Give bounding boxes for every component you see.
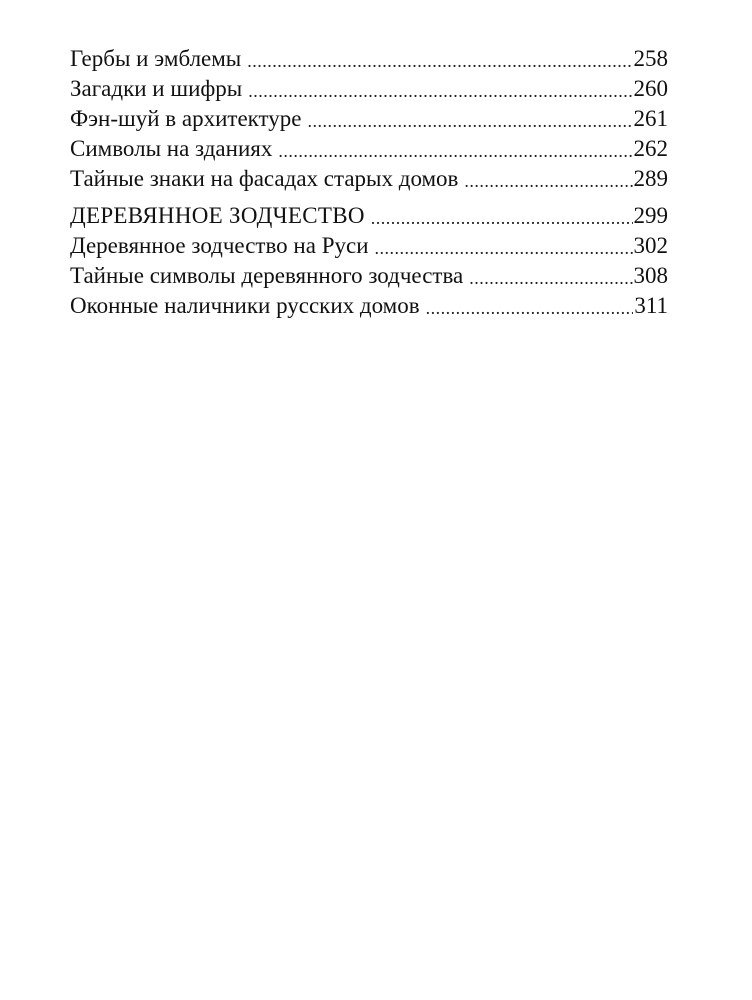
toc-leader-dots xyxy=(308,104,633,135)
toc-entry xyxy=(70,291,668,321)
toc-entry xyxy=(70,231,668,261)
table-of-contents xyxy=(70,44,668,321)
toc-entry-page: 262 xyxy=(633,136,668,161)
toc-leader-dots xyxy=(278,134,632,165)
toc-entry-title: Деревянное зодчество на Руси xyxy=(70,233,369,258)
toc-entry xyxy=(70,74,668,104)
toc-section-heading xyxy=(70,201,668,231)
toc-entry-title: Фэн-шуй в архитектуре xyxy=(70,106,302,131)
toc-leader-dots xyxy=(469,261,632,292)
toc-section-page: 299 xyxy=(633,203,668,228)
toc-leader-dots xyxy=(426,291,634,322)
toc-entry xyxy=(70,261,668,291)
toc-entry xyxy=(70,164,668,194)
toc-entry xyxy=(70,104,668,134)
toc-entry xyxy=(70,134,668,164)
toc-entry-title: Символы на зданиях xyxy=(70,136,273,161)
toc-leader-dots xyxy=(464,164,632,195)
toc-leader-dots xyxy=(248,74,632,105)
toc-entry-page: 260 xyxy=(633,76,668,101)
toc-leader-dots xyxy=(247,44,632,75)
toc-entry-title: Оконные наличники русских домов xyxy=(70,293,420,318)
toc-entry-page: 289 xyxy=(633,166,668,191)
toc-entry-title: Тайные знаки на фасадах старых домов xyxy=(70,166,459,191)
toc-leader-dots xyxy=(375,231,633,262)
toc-entry-page: 258 xyxy=(633,46,668,71)
toc-entry-page: 311 xyxy=(634,293,668,318)
toc-entry-page: 261 xyxy=(633,106,668,131)
toc-entry xyxy=(70,44,668,74)
toc-entry-title: Тайные символы деревянного зодчества xyxy=(70,263,464,288)
toc-entry-page: 302 xyxy=(633,233,668,258)
toc-section-title: ДЕРЕВЯННОЕ ЗОДЧЕСТВО xyxy=(70,203,365,228)
toc-entry-title: Гербы и эмблемы xyxy=(70,46,242,71)
toc-leader-dots xyxy=(371,201,633,232)
toc-entry-page: 308 xyxy=(633,263,668,288)
toc-entry-title: Загадки и шифры xyxy=(70,76,243,101)
